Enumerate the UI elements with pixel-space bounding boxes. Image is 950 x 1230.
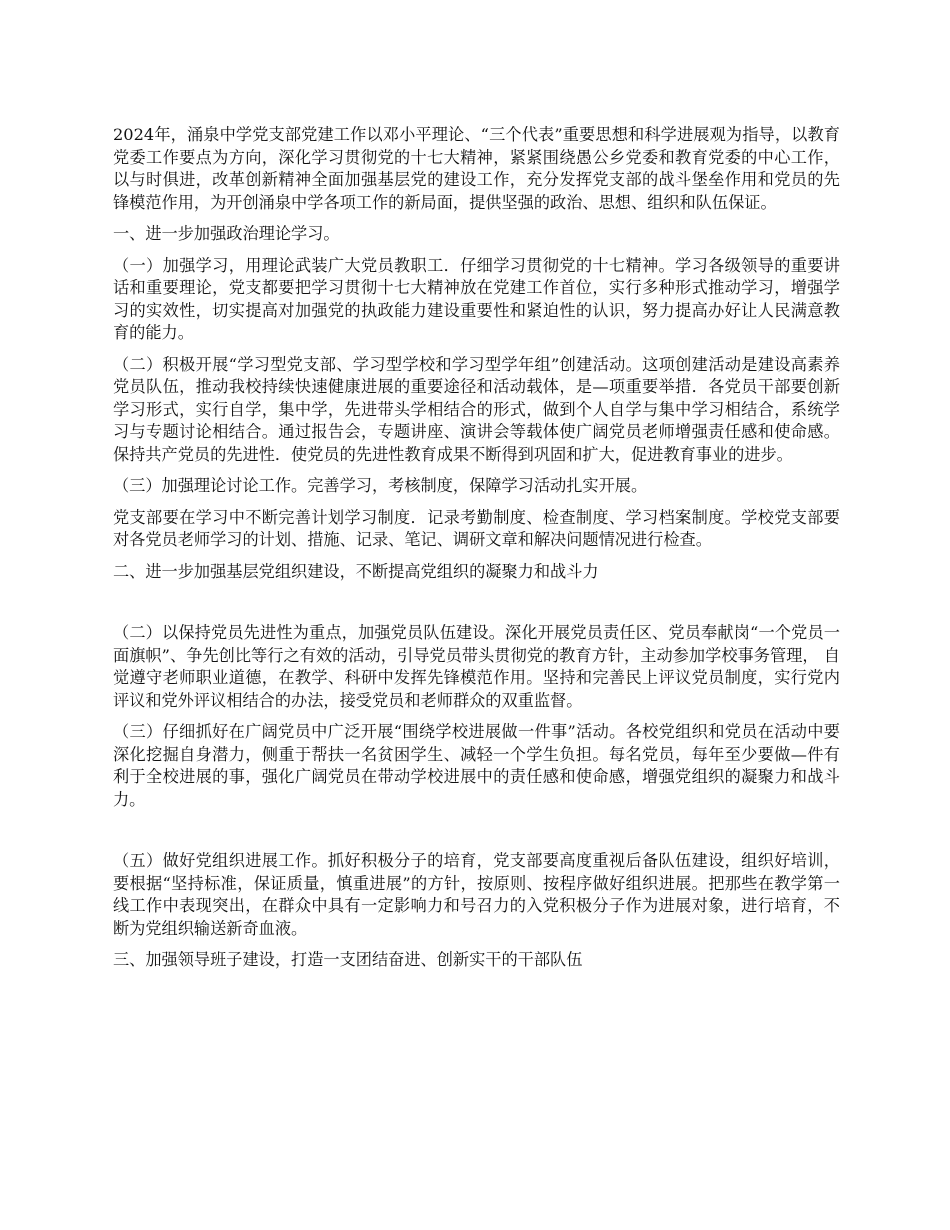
paragraph-2-3: （三）仔细抓好在广阔党员中广泛开展“围绕学校进展做一件事”活动。各校党组织和党员在活动中要深化挖掘自身潜力，侧重于帮扶一名贫困学生、减轻一个学生负担。每名党员，每年至少要做—件有利于全校进展的事，强化广阔党员在带动学校进展中的责任感和使命感，增强党组织的凝聚力和战斗力。: [113, 722, 840, 809]
section-heading-2: 二、进一步加强基层党组织建设，不断提高党组织的凝聚力和战斗力: [113, 561, 599, 581]
paragraph-2-2: （二）以保持党员先进性为重点，加强党员队伍建设。深化开展党员责任区、党员奉献岗“一个党员一面旗帜”、争先创比等行之有效的活动，引导党员带头贯彻党的教育方针，主动参加学校事务管理， 自觉遵守老师职业道德，在教学、科研中发挥先锋模范作用。坚持和完善民上评议党员制度，实行党内评议和党外评议相结合的办法，接受党员和老师群众的双重监督。: [113, 623, 840, 710]
paragraph-1-2: （二）积极开展“学习型党支部、学习型学校和学习型学年组”创建活动。这项创建活动是建设高素养党员队伍，推动我校持续快速健康进展的重要途径和活动载体，是—项重要举措．各党员干部要创新学习形式，实行自学，集中学，先进带头学相结合的形式，做到个人自学与集中学习相结合，系统学习与专题讨论相结合。通过报告会，专题讲座、演讲会等载体使广阔党员老师增强责任感和使命感。保持共产党员的先进性．使党员的先进性教育成果不断得到巩固和扩大，促进教育事业的进步。: [113, 354, 840, 464]
paragraph-2-5: （五）做好党组织进展工作。抓好积极分子的培育，党支部要高度重视后备队伍建设，组织好培训，要根据“坚持标准，保证质量，慎重进展”的方针，按原则、按程序做好组织进展。把那些在教学第一线工作中表现突出，在群众中具有一定影响力和号召力的入党积极分子作为进展对象，进行培育，不断为党组织输送新奇血液。: [113, 851, 840, 938]
paragraph-1-3: （三）加强理论讨论工作。完善学习，考核制度，保障学习活动扎实开展。: [113, 476, 648, 495]
paragraph-1-1: （一）加强学习，用理论武装广大党员教职工．仔细学习贯彻党的十七精神。学习各级领导的重要讲话和重要理论，党支都要把学习贯彻十七大精神放在党建工作首位，实行多种形式推动学习，增强学习的实效性，切实提高对加强党的执政能力建设重要性和紧迫性的认识，努力提高办好让人民满意教育的能力。: [113, 255, 840, 342]
intro-paragraph: 2024年，涌泉中学党支部党建工作以邓小平理论、“三个代表”重要思想和科学进展观为指导，以教育党委工作要点为方向，深化学习贯彻党的十七大精神，紧紧围绕愚公乡党委和教育党委的中心工作，以与时俱进，改革创新精神全面加强基层党的建设工作，充分发挥党支部的战斗堡垒作用和党员的先锋模范作用，为开创涌泉中学各项工作的新局面，提供坚强的政治、思想、组织和队伍保证。: [113, 125, 840, 212]
section-heading-1: 一、进一步加强政治理论学习。: [113, 224, 340, 243]
paragraph-1-3-detail: 党支部要在学习中不断完善计划学习制度．记录考勤制度、检查制度、学习档案制度。学校党支部要对各党员老师学习的计划、措施、记录、笔记、调研文章和解决问题情况进行检查。: [113, 507, 840, 549]
document-body: [113, 124, 840, 972]
section-heading-3: 三、加强领导班子建设，打造一支团结奋进、创新实干的干部队伍: [113, 950, 583, 969]
